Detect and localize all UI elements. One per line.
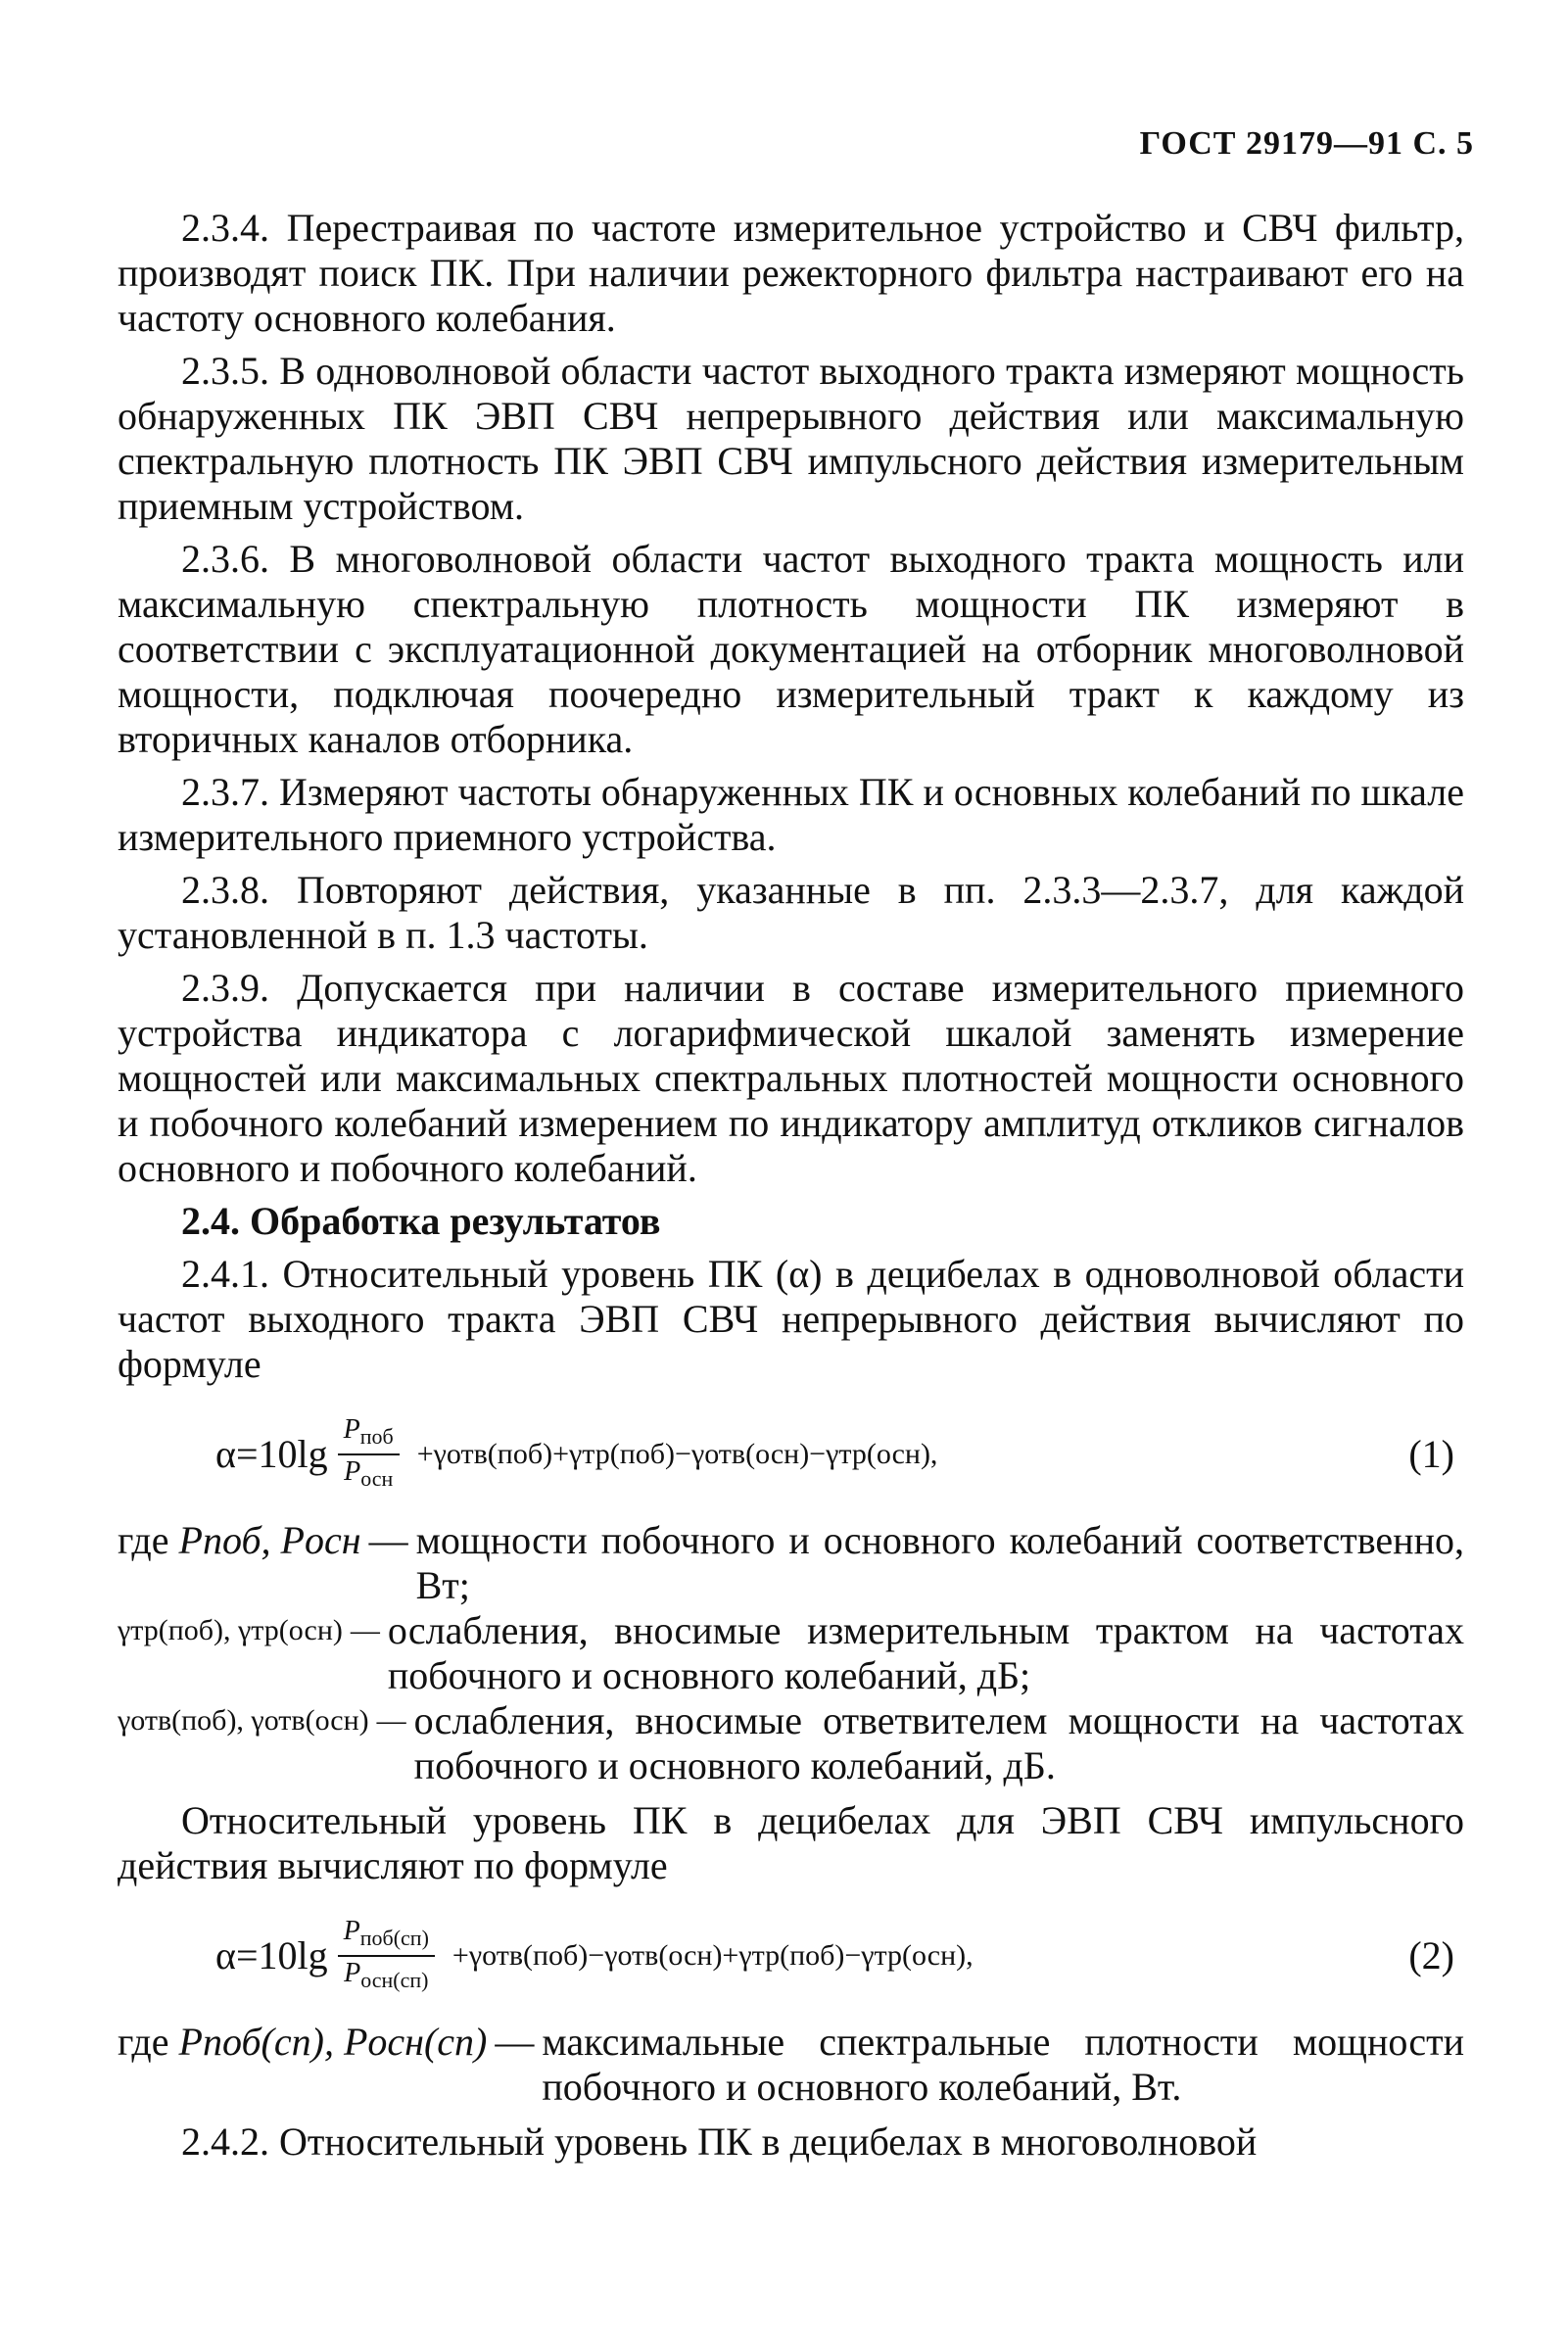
paragraph-2-4-2: 2.4.2. Относительный уровень ПК в децибелах в многоволновой [181,2120,1258,2164]
definition-text: мощности побочного и основного колебаний соответственно, Вт; [415,1518,1464,1607]
formula-2-lhs: α=10lg [215,1933,328,1977]
formula-1-fraction [338,1413,400,1496]
formula-2-numerator: $P_{поб(сп)}$ [343,1916,429,1950]
definition-symbols: γтр(поб), γтр(осн) — [118,1614,380,1646]
formula-2-number: (2) [1408,1933,1454,1977]
formula-2-fraction [338,1915,435,1997]
paragraph-2-3-7: 2.3.7. Измеряют частоты обнаруженных ПК и основных колебаний по шкале измерительного приемного устройства. [118,770,1464,859]
page-header: ГОСТ 29179—91 С. 5 [1139,125,1474,162]
formula-1-number: (1) [1408,1432,1454,1476]
paragraph-2-3-6: 2.3.6. В многоволновой области частот выходного тракта мощность или максимальную спектральную плотность мощности ПК измеряют в соответствии с эксплуатационной документацией на отборник многоволновой мощности, подключая поочередно измерительный тракт к каждому из вторичных каналов отборника. [118,537,1464,761]
formula-1 [118,1401,1464,1508]
section-heading: 2.4. Обработка результатов [181,1199,661,1243]
definition-symbols: где Pпоб(сп), Pосн(сп) — [118,2020,535,2064]
formula-2-definitions [118,2020,1464,2110]
formula-2-expression [215,1902,974,2010]
paragraph-2-3-5: 2.3.5. В одноволновой области частот выходного тракта измеряют мощность обнаруженных ПК ЭВП СВЧ непрерывного действия или максимальную спектральную плотность ПК ЭВП СВЧ импульсного действия измерительным приемным устройством. [118,349,1464,528]
formula-2 [118,1902,1464,2010]
formula-2-terms: +γотв(поб)−γотв(осн)+γтр(поб)−γтр(осн), [451,1939,974,1972]
paragraph-pulse: Относительный уровень ПК в децибелах для ЭВП СВЧ импульсного действия вычисляют по формуле [118,1798,1464,1887]
definition-row [118,1518,1464,1608]
formula-2-denominator: $P_{осн(сп)}$ [344,1958,429,1992]
definition-text: ослабления, вносимые ответвителем мощности на частотах побочного и основного колебаний, дБ. [413,1698,1464,1787]
definition-row [118,1608,1464,1698]
definition-row [118,2020,1464,2110]
formula-1-lhs: α=10lg [215,1432,328,1476]
paragraph-2-3-9: 2.3.9. Допускается при наличии в составе измерительного приемного устройства индикатора с логарифмической шкалой заменять измерение мощностей или максимальных спектральных плотностей мощности основного и побочного колебаний измерением по индикатору амплитуд откликов сигналов основного и побочного колебаний. [118,966,1464,1190]
formula-1-terms: +γотв(поб)+γтр(поб)−γотв(осн)−γтр(осн), [416,1438,938,1470]
formula-1-numerator: $P_{поб}$ [343,1414,394,1449]
definition-row [118,1698,1464,1788]
paragraph-2-3-4: 2.3.4. Перестраивая по частоте измерительное устройство и СВЧ фильтр, производят поиск ПК. При наличии режекторного фильтра настраивают его на частоту основного колебания. [118,206,1464,340]
definition-symbols: где Pпоб, Pосн — [118,1518,408,1562]
paragraph-2-3-8: 2.3.8. Повторяют действия, указанные в пп. 2.3.3—2.3.7, для каждой установленной в п. 1.3 частоты. [118,868,1464,957]
formula-1-denominator: $P_{осн}$ [344,1456,394,1491]
document-body [118,206,1464,2172]
formula-1-definitions [118,1518,1464,1788]
formula-1-expression [215,1401,937,1508]
paragraph-2-4-1: 2.4.1. Относительный уровень ПК (α) в децибелах в одноволновой области частот выходного тракта ЭВП СВЧ непрерывного действия вычисляют по формуле [118,1252,1464,1386]
definition-text: максимальные спектральные плотности мощности побочного и основного колебаний, Вт. [542,2020,1464,2109]
definition-text: ослабления, вносимые измерительным трактом на частотах побочного и основного колебаний, дБ; [387,1608,1464,1697]
definition-symbols: γотв(поб), γотв(осн) — [118,1704,406,1737]
